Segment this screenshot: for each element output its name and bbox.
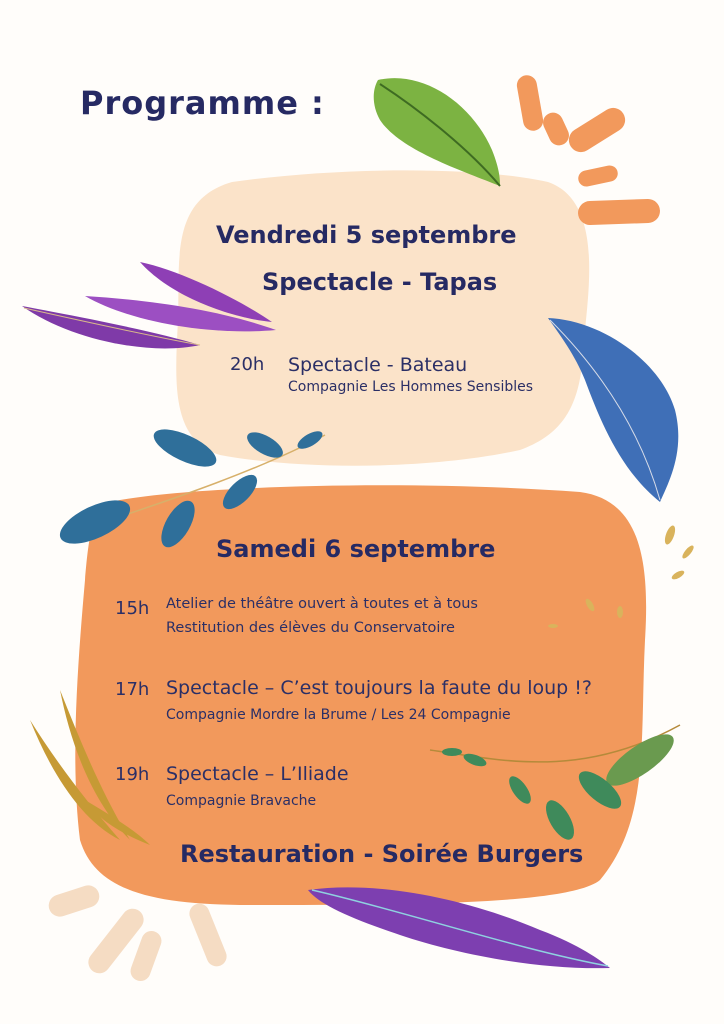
event-time: 19h xyxy=(115,764,150,785)
friday-background-blob xyxy=(176,170,589,465)
event-time: 15h xyxy=(115,598,150,619)
event-title: Atelier de théâtre ouvert à toutes et à tous xyxy=(166,596,478,612)
event-title: Spectacle – L’Iliade xyxy=(166,763,349,785)
event-title: Spectacle - Bateau xyxy=(288,354,468,376)
page-title: Programme : xyxy=(80,84,325,122)
event-company: Compagnie Bravache xyxy=(166,793,317,809)
event-company: Restitution des élèves du Conservatoire xyxy=(166,620,455,636)
event-time: 20h xyxy=(230,354,265,375)
saturday-day-heading: Samedi 6 septembre xyxy=(216,535,496,563)
event-company: Compagnie Les Hommes Sensibles xyxy=(288,379,534,395)
event-time: 17h xyxy=(115,679,150,700)
friday-theme-heading: Spectacle - Tapas xyxy=(262,268,498,296)
green-leaf-icon xyxy=(374,78,500,186)
event-title: Spectacle – C’est toujours la faute du loup !? xyxy=(166,677,592,699)
friday-day-heading: Vendredi 5 septembre xyxy=(216,221,517,249)
event-company: Compagnie Mordre la Brume / Les 24 Compagnie xyxy=(166,707,511,723)
restaurant-heading: Restauration - Soirée Burgers xyxy=(180,840,584,868)
